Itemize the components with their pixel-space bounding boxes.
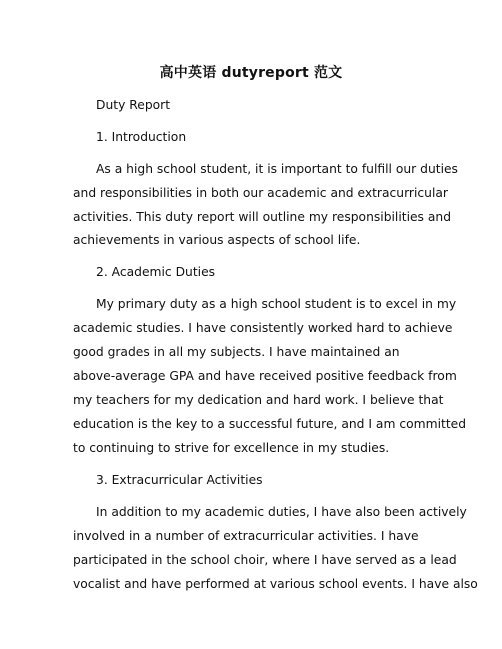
paragraph-line: to continuing to strive for excellence in my studies.	[73, 441, 390, 455]
paragraph-line: education is the key to a successful future, and I am committed	[73, 417, 467, 431]
paragraph-line: In addition to my academic duties, I have also been actively	[96, 505, 467, 519]
paragraph-line: activities. This duty report will outline my responsibilities and	[73, 210, 451, 224]
paragraph-line: achievements in various aspects of school life.	[73, 233, 361, 247]
section-heading-extracurricular: 3. Extracurricular Activities	[96, 473, 263, 487]
paragraph-line: good grades in all my subjects. I have maintained an	[73, 345, 400, 359]
paragraph-line: participated in the school choir, where I have served as a lead	[73, 553, 457, 567]
section-heading-introduction: 1. Introduction	[96, 130, 187, 144]
paragraph-line: above-average GPA and have received positive feedback from	[73, 369, 457, 383]
section-heading-academic-duties: 2. Academic Duties	[96, 265, 216, 279]
paragraph-line: and responsibilities in both our academic and extracurricular	[73, 186, 448, 200]
report-heading: Duty Report	[96, 98, 171, 112]
paragraph-line: involved in a number of extracurricular activities. I have	[73, 529, 419, 543]
paragraph-line: academic studies. I have consistently worked hard to achieve	[73, 321, 453, 335]
paragraph-line: As a high school student, it is important to fulfill our duties	[96, 162, 458, 176]
paragraph-line: my teachers for my dedication and hard work. I believe that	[73, 393, 444, 407]
document-title: 高中英语 dutyreport 范文	[159, 65, 343, 81]
paragraph-line: vocalist and have performed at various school events. I have also	[73, 577, 478, 591]
paragraph-line: My primary duty as a high school student is to excel in my	[96, 297, 457, 311]
